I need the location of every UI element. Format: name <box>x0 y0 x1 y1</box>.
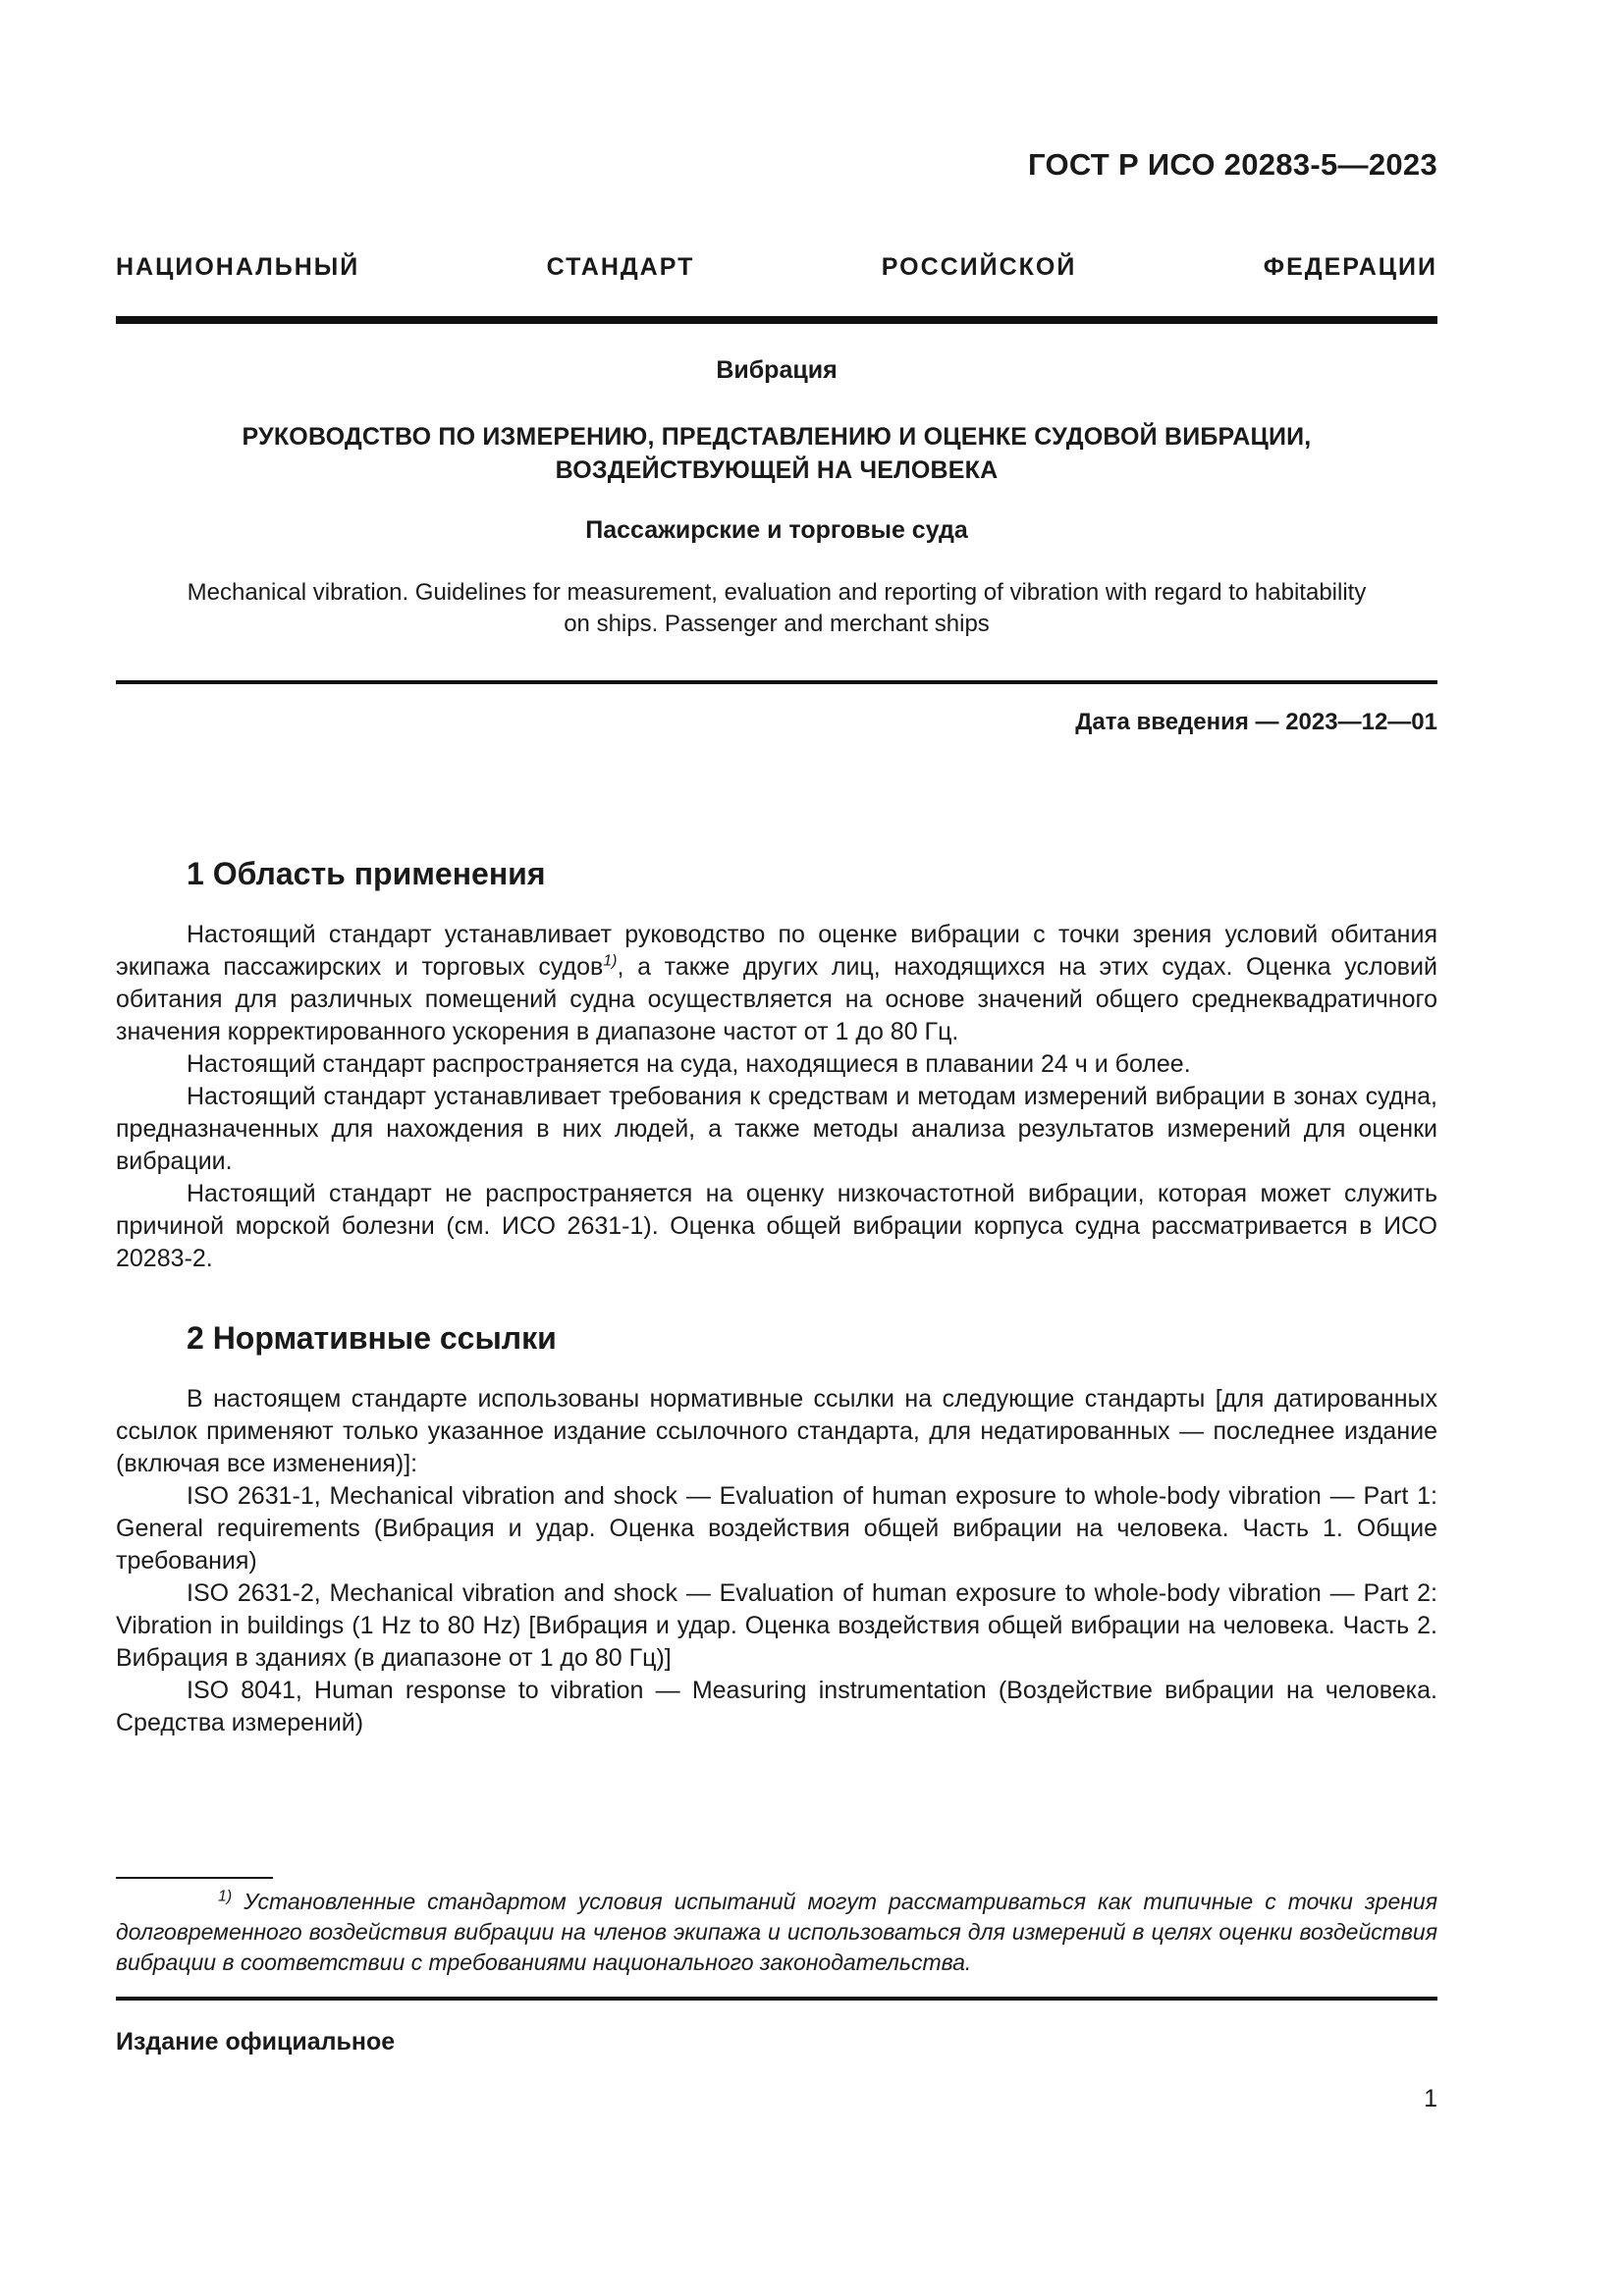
page-number: 1 <box>1424 2085 1437 2112</box>
title-divider <box>116 680 1437 684</box>
section-1-paragraph-2: Настоящий стандарт распространяется на суда, находящиеся в плавании 24 ч и более. <box>187 1050 1191 1078</box>
footer-divider <box>116 1997 1437 2001</box>
section-2-paragraph-1: В настоящем стандарте использованы нормативные ссылки на следующие стандарты [для датированных ссылок применяют только указанное издание ссылочного стандарта, для недатированных — последнее издание (включая все изменения)]: <box>116 1385 1437 1477</box>
section-1-paragraph-1: Настоящий стандарт устанавливает руководство по оценке вибрации с точки зрения условий обитания экипажа пассажирских и торговых судов$^{1)}$, а также других лиц, находящихся на этих судах. Оценка условий обитания для различных помещений судна осуществляется на основе значений общего среднеквадратичного значения корректированного ускорения в диапазоне частот от 1 до 80 Гц. <box>116 921 1437 1045</box>
document-number: ГОСТ Р ИСО 20283-5—2023 <box>1028 147 1437 182</box>
section-1-paragraph-3: Настоящий стандарт устанавливает требования к средствам и методам измерений вибрации в зонах судна, предназначенных для нахождения в них людей, а также методы анализа результатов измерений для оценки вибрации. <box>116 1083 1437 1175</box>
reference-iso-8041: ISO 8041, Human response to vibration — Measuring instrumentation (Воздействие вибрации на человека. Средства измерений) <box>116 1677 1437 1736</box>
section-1-body <box>116 919 1437 1275</box>
national-standard-banner: НАЦИОНАЛЬНЫЙ СТАНДАРТ РОССИЙСКОЙ ФЕДЕРАЦИИ <box>116 253 1437 281</box>
standard-group-title: Вибрация <box>716 356 838 384</box>
main-title-line-2: ВОЗДЕЙСТВУЮЩЕЙ НА ЧЕЛОВЕКА <box>555 456 999 484</box>
official-edition-label: Издание официальное <box>116 2028 396 2056</box>
introduction-date: Дата введения — 2023—12—01 <box>1075 709 1437 735</box>
section-2-heading: 2 Нормативные ссылки <box>187 1320 557 1356</box>
main-title-line-1: РУКОВОДСТВО ПО ИЗМЕРЕНИЮ, ПРЕДСТАВЛЕНИЮ И ОЦЕНКЕ СУДОВОЙ ВИБРАЦИИ, <box>242 423 1312 451</box>
footnote-reference: 1) <box>603 952 618 970</box>
header-divider <box>116 316 1437 324</box>
footnote-separator <box>116 1877 273 1879</box>
footnote-marker: 1) <box>218 1888 233 1905</box>
standard-main-title <box>116 420 1437 487</box>
english-title <box>116 577 1437 640</box>
footnote <box>116 1887 1437 1978</box>
section-2-body <box>116 1383 1437 1739</box>
standard-subtitle: Пассажирские и торговые суда <box>585 516 968 544</box>
english-title-line-1: Mechanical vibration. Guidelines for measurement, evaluation and reporting of vibration with regard to habitability <box>187 579 1367 606</box>
english-title-line-2: on ships. Passenger and merchant ships <box>564 611 990 637</box>
reference-iso-2631-2: ISO 2631-2, Mechanical vibration and shock — Evaluation of human exposure to whole-body vibration — Part 2: Vibration in buildings (1 Hz to 80 Hz) [Вибрация и удар. Оценка воздействия общей вибрации на человека. Часть 2. Вибрация в зданиях (в диапазоне от 1 до 80 Гц)] <box>116 1579 1437 1672</box>
section-1-paragraph-4: Настоящий стандарт не распространяется на оценку низкочастотной вибрации, которая может служить причиной морской болезни (см. ИСО 2631-1). Оценка общей вибрации корпуса судна рассматривается в ИСО 20283-2. <box>116 1180 1437 1272</box>
reference-iso-2631-1: ISO 2631-1, Mechanical vibration and shock — Evaluation of human exposure to whole-body vibration — Part 1: General requirements (Вибрация и удар. Оценка воздействия общей вибрации на человека. Часть 1. Общие требования) <box>116 1482 1437 1575</box>
footnote-text: Установленные стандартом условия испытаний могут рассматриваться как типичные с точки зрения долговременного воздействия вибрации на членов экипажа и использоваться для измерений в целях оценки воздействия вибрации в соответствии с требованиями национального законодательства. <box>116 1889 1438 1975</box>
section-1-heading: 1 Область применения <box>187 856 546 891</box>
